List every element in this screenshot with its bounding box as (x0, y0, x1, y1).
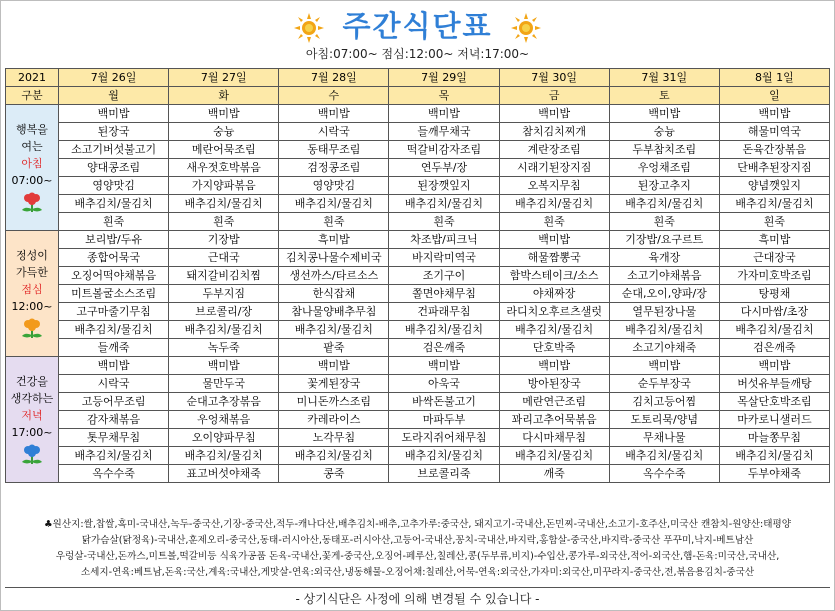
menu-item: 근대국 (169, 249, 279, 267)
menu-item: 다시마쌈/초장 (719, 303, 829, 321)
menu-item: 소고기야채볶음 (609, 267, 719, 285)
menu-item: 백미밥 (279, 357, 389, 375)
dinner-label-time: 17:00~ (11, 426, 53, 439)
menu-item: 표고버섯야채죽 (169, 465, 279, 483)
date-cell: 7월 31일 (609, 69, 719, 87)
weekday-cell: 토 (609, 87, 719, 105)
menu-item: 노각무침 (279, 429, 389, 447)
menu-item: 시래기된장지짐 (499, 159, 609, 177)
menu-item: 배추김치/물김치 (169, 447, 279, 465)
menu-item: 떡갈비감자조림 (389, 141, 499, 159)
menu-item: 숭늉 (609, 123, 719, 141)
menu-item: 숭늉 (169, 123, 279, 141)
flower-icon (19, 444, 45, 466)
breakfast-label-top: 행복을 여는 (16, 123, 48, 153)
menu-item: 근대장국 (719, 249, 829, 267)
flower-icon (19, 318, 45, 340)
menu-item: 배추김치/물김치 (389, 321, 499, 339)
menu-item: 백미밥 (169, 357, 279, 375)
dinner-row (6, 465, 830, 483)
menu-item: 배추김치/물김치 (499, 447, 609, 465)
menu-item: 마파두부 (389, 411, 499, 429)
menu-item: 옥수수죽 (59, 465, 169, 483)
menu-table-body (6, 69, 830, 483)
menu-item: 배추김치/물김치 (279, 447, 389, 465)
menu-item: 기장밥/요구르트 (609, 231, 719, 249)
menu-item: 배추김치/물김치 (389, 195, 499, 213)
menu-item: 시락국 (279, 123, 389, 141)
menu-item: 우엉채조림 (609, 159, 719, 177)
menu-item: 백미밥 (59, 357, 169, 375)
sun-icon (294, 13, 324, 43)
menu-item: 백미밥 (719, 105, 829, 123)
menu-item: 단호박죽 (499, 339, 609, 357)
lunch-row (6, 231, 830, 249)
weekday-cell: 목 (389, 87, 499, 105)
page-title (0, 4, 835, 45)
menu-item: 고구마줄기무침 (59, 303, 169, 321)
weekday-cell: 일 (719, 87, 829, 105)
menu-item: 들깨무채국 (389, 123, 499, 141)
menu-item: 방아된장국 (499, 375, 609, 393)
dinner-row (6, 357, 830, 375)
dinner-row (6, 429, 830, 447)
menu-item: 흑미밥 (719, 231, 829, 249)
menu-item: 차조밥/피크닉 (389, 231, 499, 249)
menu-item: 소고기버섯불고기 (59, 141, 169, 159)
weekday-cell: 월 (59, 87, 169, 105)
menu-item: 도토리묵/양념 (609, 411, 719, 429)
menu-item: 오복지무침 (499, 177, 609, 195)
date-row (6, 69, 830, 87)
lunch-label-meal: 점심 (21, 283, 43, 296)
date-cell: 7월 30일 (499, 69, 609, 87)
dinner-row (6, 375, 830, 393)
weekday-row (6, 87, 830, 105)
breakfast-label-time: 07:00~ (11, 174, 53, 187)
menu-item: 백미밥 (389, 105, 499, 123)
lunch-label (6, 231, 59, 357)
menu-item: 꽈리고추어묵볶음 (499, 411, 609, 429)
weekday-cell: 화 (169, 87, 279, 105)
menu-item: 돈육간장볶음 (719, 141, 829, 159)
menu-item: 동태무조림 (279, 141, 389, 159)
menu-item: 고등어무조림 (59, 393, 169, 411)
origin-info: ♣원산지:쌀,찹쌀,흑미-국내산,녹두-중국산,기장-중국산,적두-캐나다산,배추김치-배추,고추가루:중국산, 돼지고기-국내산,돈민찌-국내산,소고기-호주산,미국산 캔참치-원양산:태평양 닭가슴살(닭정육)-국내산,훈제오리-중국산,동태-러시아산,동태포-러시아산,고등어-국내산,꽁치-국내산,바지락,홍합살-중국산,바지락-중국산 푸꾸미,낙지-베트남산 우렁살-국내산,돈까스,미트볼,떡갈비등 식육가공품 돈육-국내산,꽃게-중국산,오징어-페루산,칠레산,콩(두부류,비지)-수입산,콩가루-외국산,적어-외국산,햄-돈육:미국산,국내산, 소세지-연육:베트남,돈육:국산,계육:국내산,게맛살-연육:외국산,냉동해물-오징어채:칠레산,어묵-연육:외국산,가자미:외국산,미꾸라지-중국산,전,볶음용김치-중국산 (43, 519, 792, 578)
menu-item: 순대고추장볶음 (169, 393, 279, 411)
menu-item: 배추김치/물김치 (719, 447, 829, 465)
weekday-cell: 수 (279, 87, 389, 105)
menu-item: 배추김치/물김치 (499, 321, 609, 339)
menu-item: 바지락미역국 (389, 249, 499, 267)
menu-item: 들깨죽 (59, 339, 169, 357)
dinner-row (6, 447, 830, 465)
menu-item: 배추김치/물김치 (59, 321, 169, 339)
menu-item: 배추김치/물김치 (279, 321, 389, 339)
menu-item: 함박스테이크/소스 (499, 267, 609, 285)
menu-item: 꽃게된장국 (279, 375, 389, 393)
title-text: 주간식단표 (342, 9, 493, 43)
menu-item: 백미밥 (499, 357, 609, 375)
menu-item: 흰죽 (59, 213, 169, 231)
menu-item: 톳무채무침 (59, 429, 169, 447)
lunch-row (6, 321, 830, 339)
flower-icon (19, 192, 45, 214)
menu-item: 카레라이스 (279, 411, 389, 429)
menu-item: 감자채볶음 (59, 411, 169, 429)
date-cell: 8월 1일 (719, 69, 829, 87)
menu-item: 된장깻잎지 (389, 177, 499, 195)
dinner-row (6, 393, 830, 411)
menu-item: 기장밥 (169, 231, 279, 249)
menu-item: 탕평채 (719, 285, 829, 303)
sun-icon (511, 13, 541, 43)
menu-item: 옥수수죽 (609, 465, 719, 483)
menu-item: 한식잡채 (279, 285, 389, 303)
menu-item: 생선까스/타르소스 (279, 267, 389, 285)
menu-item: 목살단호박조림 (719, 393, 829, 411)
menu-item: 브로콜리죽 (389, 465, 499, 483)
menu-item: 오징어떡야채볶음 (59, 267, 169, 285)
menu-item: 오이양파무침 (169, 429, 279, 447)
corner-label: 구분 (6, 87, 59, 105)
menu-item: 해물짬뽕국 (499, 249, 609, 267)
lunch-row (6, 285, 830, 303)
breakfast-row (6, 177, 830, 195)
header (0, 0, 835, 68)
menu-item: 흰죽 (389, 213, 499, 231)
menu-item: 된장고추지 (609, 177, 719, 195)
menu-item: 건파래무침 (389, 303, 499, 321)
menu-item: 배추김치/물김치 (169, 195, 279, 213)
menu-item: 육개장 (609, 249, 719, 267)
menu-item: 흰죽 (719, 213, 829, 231)
menu-item: 바싹돈불고기 (389, 393, 499, 411)
menu-item: 양대콩조림 (59, 159, 169, 177)
menu-item: 두부참치조림 (609, 141, 719, 159)
menu-item: 양념깻잎지 (719, 177, 829, 195)
menu-item: 백미밥 (609, 357, 719, 375)
menu-item: 흰죽 (609, 213, 719, 231)
breakfast-row (6, 105, 830, 123)
menu-item: 참나물양배추무침 (279, 303, 389, 321)
menu-item: 아욱국 (389, 375, 499, 393)
lunch-row (6, 249, 830, 267)
menu-item: 배추김치/물김치 (59, 447, 169, 465)
meal-times: 아침:07:00~ 점심:12:00~ 저녁:17:00~ (305, 47, 530, 61)
menu-item: 된장국 (59, 123, 169, 141)
menu-item: 배추김치/물김치 (59, 195, 169, 213)
menu-item: 흑미밥 (279, 231, 389, 249)
menu-item: 조기구이 (389, 267, 499, 285)
lunch-row (6, 303, 830, 321)
menu-item: 새우젓호박볶음 (169, 159, 279, 177)
menu-item: 배추김치/물김치 (609, 195, 719, 213)
menu-item: 검은깨죽 (389, 339, 499, 357)
breakfast-row (6, 123, 830, 141)
menu-item: 미트볼굴소스조림 (59, 285, 169, 303)
menu-item: 배추김치/물김치 (279, 195, 389, 213)
menu-item: 보리밥/두유 (59, 231, 169, 249)
menu-item: 미니돈까스조림 (279, 393, 389, 411)
menu-item: 백미밥 (389, 357, 499, 375)
menu-item: 해물미역국 (719, 123, 829, 141)
menu-item: 연두부/장 (389, 159, 499, 177)
menu-item: 팥죽 (279, 339, 389, 357)
lunch-label-top: 정성이 가득한 (16, 249, 48, 279)
menu-item: 순대,오이,양파/장 (609, 285, 719, 303)
menu-item: 열무된장나물 (609, 303, 719, 321)
menu-item: 백미밥 (499, 231, 609, 249)
lunch-row (6, 267, 830, 285)
menu-item: 마카로니샐러드 (719, 411, 829, 429)
date-cell: 7월 27일 (169, 69, 279, 87)
menu-item: 우엉채볶음 (169, 411, 279, 429)
menu-item: 다시마채무침 (499, 429, 609, 447)
menu-item: 소고기야채죽 (609, 339, 719, 357)
menu-item: 도라지쥐어채무침 (389, 429, 499, 447)
menu-item: 흰죽 (279, 213, 389, 231)
menu-item: 콩죽 (279, 465, 389, 483)
menu-item: 배추김치/물김치 (389, 447, 499, 465)
breakfast-label-meal: 아침 (21, 157, 43, 170)
menu-item: 배추김치/물김치 (719, 321, 829, 339)
menu-item: 무채나물 (609, 429, 719, 447)
menu-item: 배추김치/물김치 (169, 321, 279, 339)
menu-item: 검정콩조림 (279, 159, 389, 177)
menu-item: 김치고등어찜 (609, 393, 719, 411)
menu-item: 흰죽 (499, 213, 609, 231)
lunch-label-time: 12:00~ (11, 300, 53, 313)
date-cell: 7월 29일 (389, 69, 499, 87)
menu-item: 두부야채죽 (719, 465, 829, 483)
breakfast-row (6, 213, 830, 231)
menu-item: 순두부장국 (609, 375, 719, 393)
menu-item: 배추김치/물김치 (609, 447, 719, 465)
menu-item: 계란장조림 (499, 141, 609, 159)
breakfast-label (6, 105, 59, 231)
year-cell: 2021 (6, 69, 59, 87)
menu-item: 브로콜리/장 (169, 303, 279, 321)
menu-item: 백미밥 (169, 105, 279, 123)
menu-item: 단배추된장지짐 (719, 159, 829, 177)
menu-item: 두부지짐 (169, 285, 279, 303)
menu-item: 녹두죽 (169, 339, 279, 357)
breakfast-row (6, 195, 830, 213)
menu-item: 백미밥 (609, 105, 719, 123)
menu-item: 흰죽 (169, 213, 279, 231)
menu-table (5, 68, 830, 483)
menu-item: 참치김치찌개 (499, 123, 609, 141)
menu-item: 김치콩나물수제비국 (279, 249, 389, 267)
menu-item: 종합어묵국 (59, 249, 169, 267)
menu-item: 메란연근조림 (499, 393, 609, 411)
date-cell: 7월 28일 (279, 69, 389, 87)
date-cell: 7월 26일 (59, 69, 169, 87)
menu-item: 쫄면야채무침 (389, 285, 499, 303)
menu-item: 배추김치/물김치 (609, 321, 719, 339)
dinner-label (6, 357, 59, 483)
dinner-label-meal: 저녁 (21, 409, 43, 422)
menu-item: 시락국 (59, 375, 169, 393)
menu-item: 돼지갈비김치찜 (169, 267, 279, 285)
lunch-row (6, 339, 830, 357)
notice: - 상기식단은 사정에 의해 변경될 수 있습니다 - (5, 587, 830, 608)
menu-item: 버섯유부들깨탕 (719, 375, 829, 393)
menu-item: 배추김치/물김치 (499, 195, 609, 213)
menu-item: 가자미호박조림 (719, 267, 829, 285)
breakfast-row (6, 141, 830, 159)
dinner-label-top: 건강을 생각하는 (10, 375, 54, 405)
menu-item: 깨죽 (499, 465, 609, 483)
menu-item: 백미밥 (59, 105, 169, 123)
menu-item: 메란어묵조림 (169, 141, 279, 159)
menu-item: 영양맛김 (59, 177, 169, 195)
menu-item: 마늘쫑무침 (719, 429, 829, 447)
menu-item: 배추김치/물김치 (719, 195, 829, 213)
weekday-cell: 금 (499, 87, 609, 105)
menu-item: 가지양파볶음 (169, 177, 279, 195)
menu-item: 백미밥 (719, 357, 829, 375)
menu-item: 라디치오후르츠샐럿 (499, 303, 609, 321)
dinner-row (6, 411, 830, 429)
menu-item: 백미밥 (499, 105, 609, 123)
menu-item: 야채짜장 (499, 285, 609, 303)
breakfast-row (6, 159, 830, 177)
menu-item: 백미밥 (279, 105, 389, 123)
menu-item: 물만두국 (169, 375, 279, 393)
menu-item: 영양맛김 (279, 177, 389, 195)
menu-item: 검은깨죽 (719, 339, 829, 357)
